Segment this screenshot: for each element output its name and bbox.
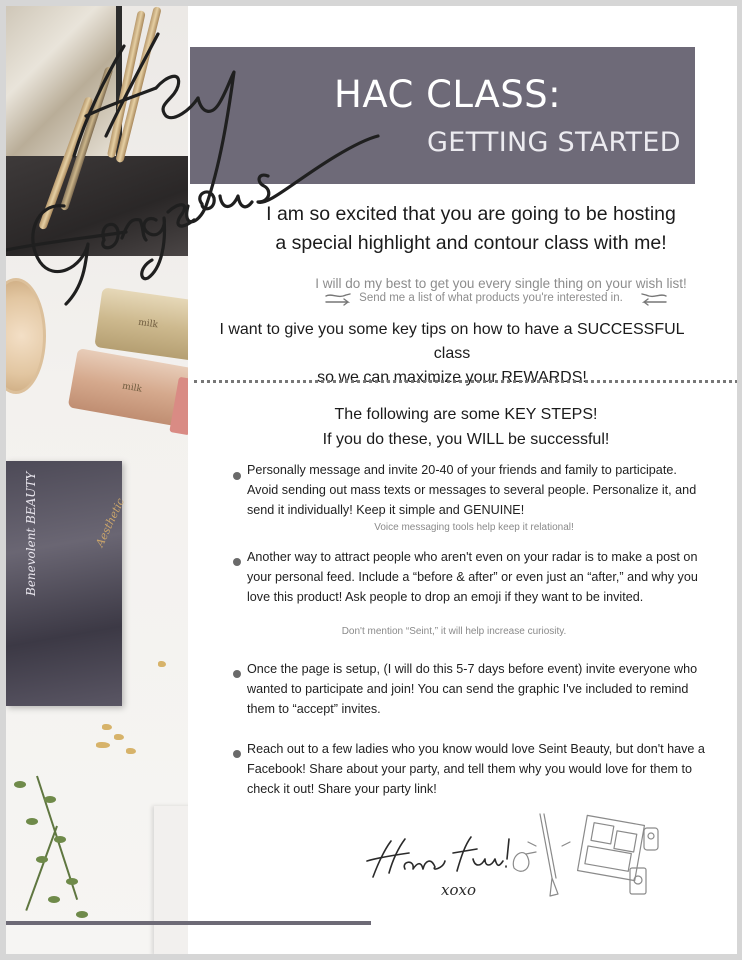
lipstick-icon	[630, 868, 646, 894]
tips-line-1: I want to give you some key tips on how to have a SUCCESSFUL class	[219, 321, 685, 362]
steps-heading	[286, 402, 646, 452]
makeup-doodles	[506, 806, 666, 901]
intro-line-1: I am so excited that you are going to be hosting	[266, 203, 676, 225]
dotted-divider	[194, 380, 737, 383]
bullet-icon	[233, 750, 241, 758]
intro-line-2: a special highlight and contour class with me!	[275, 232, 667, 254]
bullet-icon	[233, 670, 241, 678]
step-item: Another way to attract people who aren't even on your radar is to make a post on your personal feed. Include a “before & after” or even just an “after,” and why you love this product! Ask people to drop an emoji if they want to be invited.	[247, 550, 698, 604]
step-item: Personally message and invite 20-40 of your friends and family to participate. Avoid sending out mass texts or messages to several people. Personalize it, and send it individually! Keep it simple and GENUINE!	[247, 463, 697, 517]
plant-leaf	[54, 836, 66, 843]
intro-text	[226, 200, 716, 258]
brush-icon	[540, 814, 558, 896]
compact-mirror	[6, 278, 46, 394]
bottom-accent-bar	[6, 921, 371, 925]
squiggle-arrow-icon	[638, 292, 668, 306]
plant-leaf	[26, 818, 38, 825]
bullet-icon	[233, 558, 241, 566]
highlighter-stick: milk	[94, 287, 188, 360]
tips-line-2: so we can maximize your REWARDS!	[317, 369, 587, 386]
flyer-page	[6, 6, 737, 954]
wishlist-subtext: Send me a list of what products you're interested in.	[359, 292, 623, 304]
step-item: Reach out to a few ladies who you know would love Seint Beauty, but don't have a Facebook! Share about your party, and tell them why you would love for them to check it out! Share your party link!	[247, 742, 705, 796]
blush-stick: milk	[68, 348, 188, 428]
gold-flake	[114, 734, 124, 740]
gold-flake	[96, 742, 110, 748]
palette-brand-text: Benevolent BEAUTY	[24, 471, 38, 596]
steps-heading-line-1: The following are some KEY STEPS!	[334, 406, 598, 423]
paper-card	[154, 806, 188, 954]
wishlist-text: I will do my best to get you every single thing on your wish list!	[315, 276, 687, 291]
gold-flake	[158, 661, 166, 667]
step-note: Don't mention “Seint,” it will help increase curiosity.	[341, 626, 567, 637]
step-item: Once the page is setup, (I will do this 5-7 days before event) invite everyone who wanted to participate and join! You can send the graphic I've included to remind them to “accept” invites.	[247, 662, 698, 716]
step-note: Voice messaging tools help keep it relational!	[374, 522, 574, 533]
xoxo-text: xoxo	[441, 881, 476, 899]
page-title: HAC CLASS:	[334, 73, 562, 116]
sponge-icon	[513, 853, 529, 872]
plant-leaf	[36, 856, 48, 863]
steps-heading-line-2: If you do these, you WILL be successful!	[322, 431, 610, 448]
plant-leaf	[48, 896, 60, 903]
palette-script-text: Aesthetic	[93, 496, 128, 549]
page-subtitle: GETTING STARTED	[427, 127, 681, 158]
plant-leaf	[14, 781, 26, 788]
bullet-icon	[233, 472, 241, 480]
brush-tray	[6, 156, 188, 256]
plant-leaf	[76, 911, 88, 918]
plant-leaf	[44, 796, 56, 803]
makeup-photo	[6, 6, 188, 954]
gold-flake	[102, 724, 112, 730]
gold-flake	[126, 748, 136, 754]
plant-leaf	[66, 878, 78, 885]
